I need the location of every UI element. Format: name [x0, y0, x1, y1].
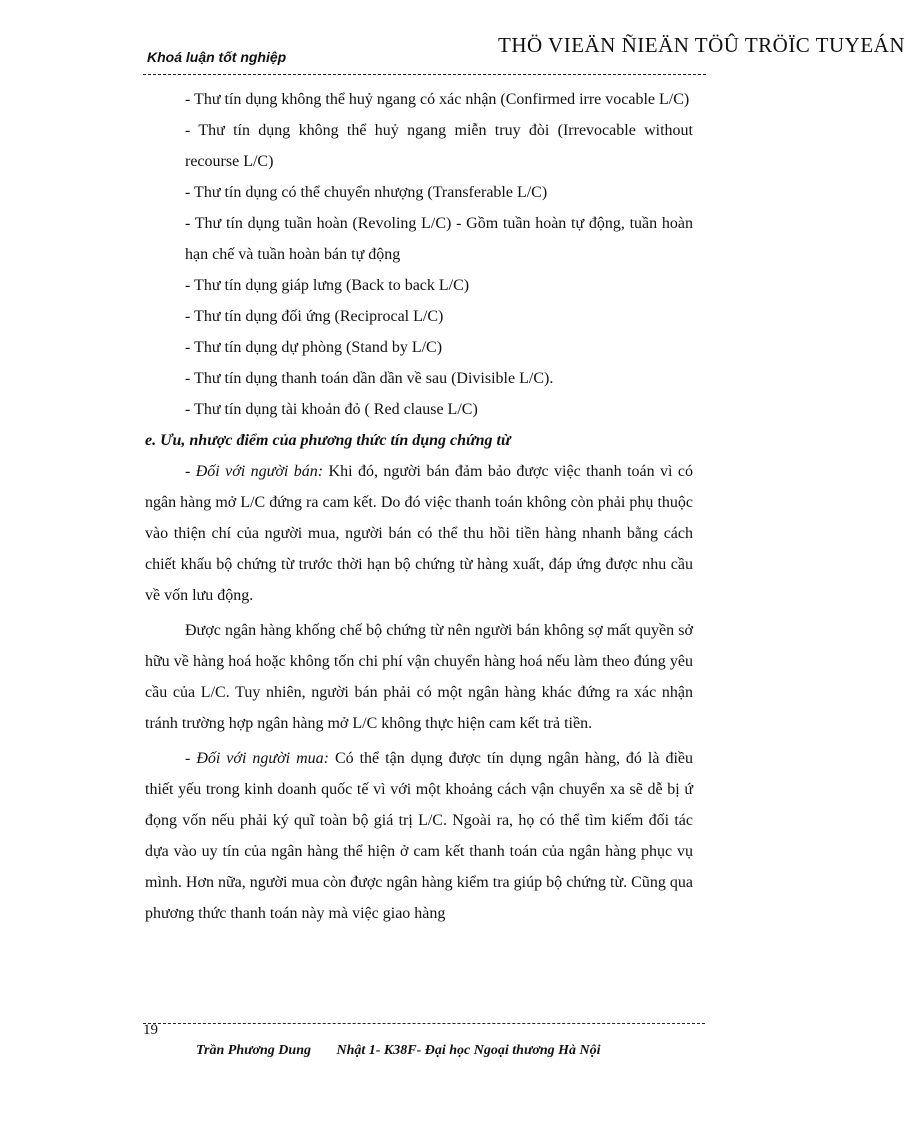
list-item: - Thư tín dụng dự phòng (Stand by L/C) — [185, 339, 443, 356]
header-divider — [143, 74, 706, 75]
buyer-lead: - Đối với người mua: — [185, 750, 329, 767]
list-item: - Thư tín dụng tuần hoàn (Revoling L/C) - Gồm tuần hoàn tự động, tuần hoàn hạn chế và tuần hoàn bán tự động — [185, 215, 693, 263]
page-number: 19 — [143, 1022, 158, 1038]
section-heading: e. Ưu, nhược điểm của phương thức tín dụng chứng từ — [145, 432, 511, 449]
list-item: - Thư tín dụng thanh toán dần dần về sau (Divisible L/C). — [185, 370, 554, 387]
footer — [196, 1043, 601, 1059]
footer-divider — [143, 1023, 705, 1024]
header-thesis-label: Khoá luận tốt nghiệp — [147, 49, 287, 65]
buyer-text: Có thể tận dụng được tín dụng ngân hàng, đó là điều thiết yếu trong kinh doanh quốc tế vì với một khoảng cách vận chuyển xa sẽ dễ bị ứ đọng vốn nếu phải ký quĩ toàn bộ giá trị L/C. Ngoài ra, họ có thể tìm kiếm đối tác dựa vào uy tín của ngân hàng thể hiện ở cam kết thanh toán của ngân hàng phục vụ mình. Hơn nữa, người mua còn được ngân hàng kiểm tra giúp bộ chứng từ. Cũng qua phương thức thanh toán này mà việc giao hàng — [145, 750, 694, 922]
list-item: - Thư tín dụng giáp lưng (Back to back L/C) — [185, 277, 470, 294]
buyer-paragraph — [145, 743, 693, 929]
seller-text: Khi đó, người bán đảm bảo được việc thanh toán vì có ngân hàng mở L/C đứng ra cam kết. Do đó việc thanh toán không còn phải phụ thuộc vào thiện chí của người mua, người bán có thể thu hồi tiền hàng nhanh bằng cách chiết khấu bộ chứng từ trước thời hạn bộ chứng từ hàng xuất, đáp ứng được nhu cầu về vốn lưu động. — [145, 463, 693, 604]
header-library-title: THÖ VIEÄN ÑIEÄN TÖÛ TRÖÏC TUYEÁN — [498, 33, 905, 57]
seller-lead: - Đối với người bán: — [185, 463, 324, 480]
list-item: - Thư tín dụng không thể huỷ ngang có xác nhận (Confirmed irre vocable L/C) — [185, 91, 690, 108]
list-item: - Thư tín dụng đối ứng (Reciprocal L/C) — [185, 308, 444, 325]
seller-paragraph — [145, 456, 693, 611]
footer-author: Trần Phương Dung — [196, 1043, 311, 1058]
list-item: - Thư tín dụng tài khoản đỏ ( Red clause L/C) — [185, 401, 478, 418]
list-item: - Thư tín dụng không thể huỷ ngang miễn truy đòi (Irrevocable without recourse L/C) — [185, 122, 693, 170]
control-paragraph: Được ngân hàng khống chế bộ chứng từ nên người bán không sợ mất quyền sở hữu về hàng hoá hoặc không tốn chi phí vận chuyển hàng hoá nếu làm theo đúng yêu cầu của L/C. Tuy nhiên, người bán phải có một ngân hàng khác đứng ra xác nhận tránh trường hợp ngân hàng mở L/C không thực hiện cam kết trả tiền. — [145, 622, 693, 732]
list-item: - Thư tín dụng có thể chuyển nhượng (Transferable L/C) — [185, 184, 548, 201]
page-body — [145, 84, 694, 929]
footer-class-info: Nhật 1- K38F- Đại học Ngoại thương Hà Nội — [336, 1043, 601, 1058]
